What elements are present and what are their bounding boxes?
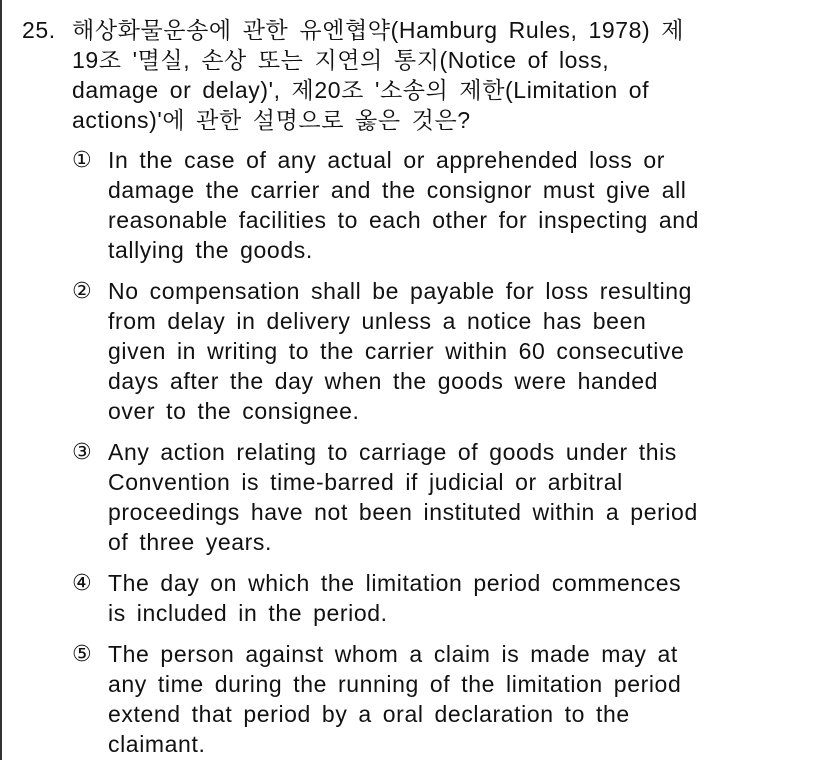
question — [22, 15, 684, 135]
option-text — [108, 145, 699, 265]
option-marker: ④ — [72, 570, 92, 595]
option-text — [108, 639, 699, 759]
option-line: days after the day when the goods were handed — [108, 368, 659, 394]
option-1[interactable] — [72, 145, 699, 265]
option-line: of three years. — [108, 529, 273, 555]
option-line: claimant. — [108, 731, 206, 757]
question-line: 해상화물운송에 관한 유엔협약(Hamburg Rules, 1978) 제 — [72, 17, 685, 43]
question-line: damage or delay)', 제20조 '소송의 제한(Limitation of — [72, 77, 650, 103]
question-text — [72, 15, 684, 135]
option-text — [108, 276, 699, 426]
option-line: Any action relating to carriage of goods under this — [108, 439, 677, 465]
option-marker: ② — [72, 278, 92, 303]
answer-options — [72, 145, 699, 770]
option-marker: ③ — [72, 439, 92, 464]
option-line: extend that period by a oral declaration to the — [108, 701, 630, 727]
option-line: Convention is time-barred if judicial or arbitral — [108, 469, 623, 495]
left-border — [0, 0, 2, 760]
option-line: from delay in delivery unless a notice has been — [108, 308, 647, 334]
option-4[interactable] — [72, 568, 699, 628]
option-line: The day on which the limitation period commences — [108, 570, 682, 596]
option-line: tallying the goods. — [108, 237, 313, 263]
option-line: The person against whom a claim is made may at — [108, 641, 678, 667]
question-number: 25. — [22, 17, 56, 43]
option-marker: ① — [72, 147, 92, 172]
option-line: is included in the period. — [108, 600, 388, 626]
option-2[interactable] — [72, 276, 699, 426]
option-3[interactable] — [72, 437, 699, 557]
option-line: given in writing to the carrier within 60 consecutive — [108, 338, 685, 364]
option-line: damage the carrier and the consignor must give all — [108, 177, 687, 203]
option-line: No compensation shall be payable for loss resulting — [108, 278, 693, 304]
question-line: 19조 '멸실, 손상 또는 지연의 통지(Notice of loss, — [72, 47, 610, 73]
option-line: over to the consignee. — [108, 398, 360, 424]
question-line: actions)'에 관한 설명으로 옳은 것은? — [72, 107, 471, 133]
option-line: In the case of any actual or apprehended loss or — [108, 147, 666, 173]
option-line: any time during the running of the limitation period — [108, 671, 682, 697]
option-text — [108, 568, 699, 628]
option-5[interactable] — [72, 639, 699, 759]
option-text — [108, 437, 699, 557]
option-marker: ⑤ — [72, 641, 92, 666]
option-line: proceedings have not been instituted within a period — [108, 499, 698, 525]
option-line: reasonable facilities to each other for inspecting and — [108, 207, 700, 233]
